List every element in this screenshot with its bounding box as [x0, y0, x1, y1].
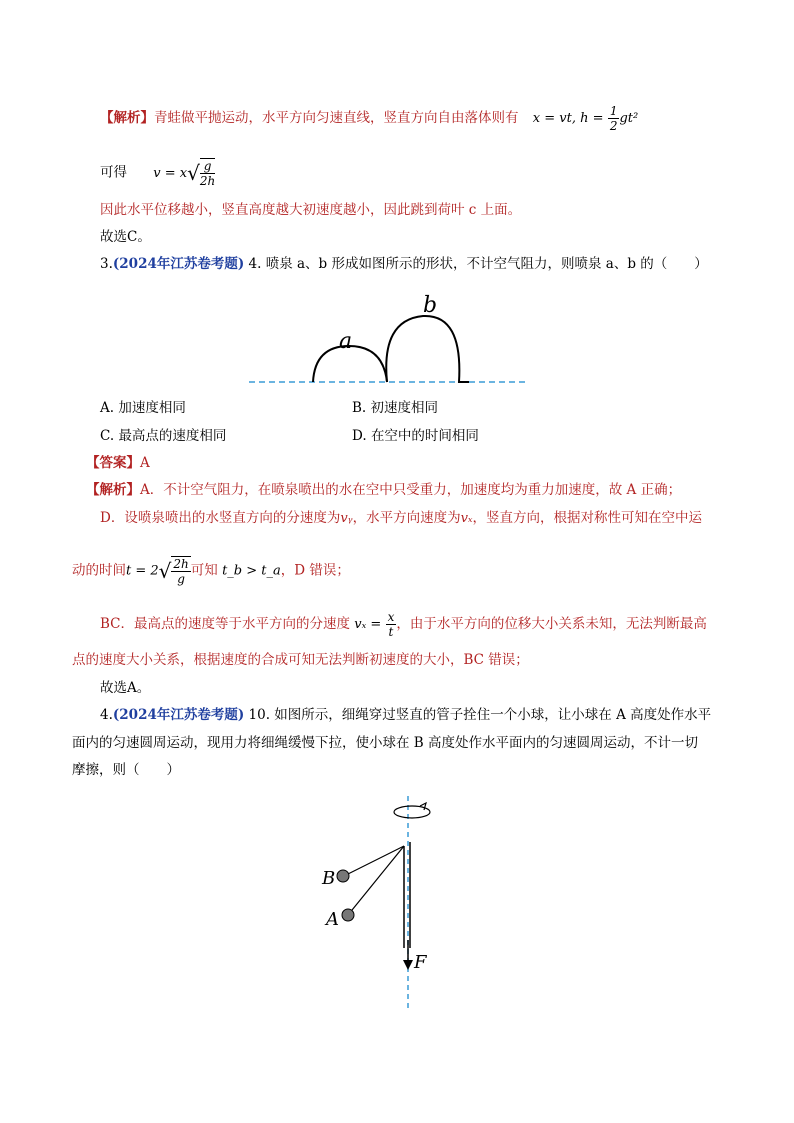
q3-text: 4. 喷泉 a、b 形成如图所示的形状，不计空气阻力，则喷泉 a、b 的（ ）	[248, 256, 708, 272]
ball-B	[337, 870, 349, 882]
option-B: B. 初速度相同	[352, 400, 439, 416]
q3-analysis-D2: 动的时间t = 2√ $\frac{2h}{g}$ 可知 t_b > t_a，D 错误；	[72, 557, 350, 586]
q4-line3: 摩擦，则（ ）	[72, 762, 180, 778]
label-b: b	[423, 293, 438, 318]
q3-stem	[100, 254, 708, 274]
q3-analysis-BC1: BC．最高点的速度等于水平方向的分速度 vₓ = $\frac{x}{t}$ ，由于水平方向的位移大小关系未知，无法判断最高	[100, 610, 707, 639]
q3-analysis-A: 【解析】A．不计空气阻力，在喷泉喷出的水在空中只受重力，加速度均为重力加速度，故 A 正确；	[86, 482, 682, 498]
q3-choose: 故选A。	[100, 680, 151, 696]
conclusion-1: 因此水平位移越小，竖直高度越大初速度越小，因此跳到荷叶 c 上面。	[100, 202, 522, 218]
label-B: B	[322, 868, 336, 889]
force-arrow	[403, 960, 413, 970]
derive-formula: v = x	[153, 165, 188, 181]
label-F: F	[414, 952, 427, 973]
formula-xvt: x = vt, h =	[532, 111, 604, 126]
derive-line	[100, 158, 215, 188]
formula-gt2: gt²	[619, 111, 639, 126]
analysis-text: 青蛙做平抛运动，水平方向匀速直线，竖直方向自由落体则有	[154, 110, 519, 126]
string-B	[344, 846, 404, 876]
option-A: A. 加速度相同	[100, 400, 186, 416]
option-C: C. 最高点的速度相同	[100, 428, 227, 444]
q4-line2: 面内的匀速圆周运动，现用力将细绳缓慢下拉，使小球在 B 高度处作水平面内的匀速圆周运动，不计一切	[72, 735, 699, 751]
label-A: A	[326, 909, 339, 930]
q3-answer: 【答案】A	[86, 455, 150, 471]
fountain-figure	[245, 286, 545, 396]
analysis-tag: 【解析】	[100, 110, 154, 126]
fountain-b-arc	[386, 316, 469, 382]
derive-label: 可得	[100, 164, 127, 181]
q3-number: 3.	[100, 256, 113, 272]
q3-analysis-BC2: 点的速度大小关系，根据速度的合成可知无法判断初速度的大小，BC 错误；	[72, 652, 529, 668]
q3-analysis-D1: D．设喷泉喷出的水竖直方向的分速度为vᵧ，水平方向速度为vₓ，竖直方向，根据对称性可知在空中运	[100, 510, 703, 526]
option-D: D. 在空中的时间相同	[352, 428, 479, 444]
q4-line1: 4.(2024年江苏卷考题) 10. 如图所示，细绳穿过竖直的管子拴住一个小球，让小球在 A 高度处作水平	[100, 707, 712, 723]
analysis-line-1	[100, 104, 638, 133]
string-A	[348, 846, 404, 915]
tube-ball-figure	[318, 790, 468, 1020]
label-a: a	[339, 329, 353, 354]
ball-A	[342, 909, 354, 921]
derive-sqrt-frac: $\frac{g}{2h}$	[199, 159, 216, 188]
formula-half: $\frac{1}{2}$	[609, 104, 618, 133]
choose-1: 故选C。	[100, 229, 151, 245]
q3-source: (2024年江苏卷考题)	[112, 256, 245, 272]
sqrt-sign: √	[187, 161, 200, 185]
